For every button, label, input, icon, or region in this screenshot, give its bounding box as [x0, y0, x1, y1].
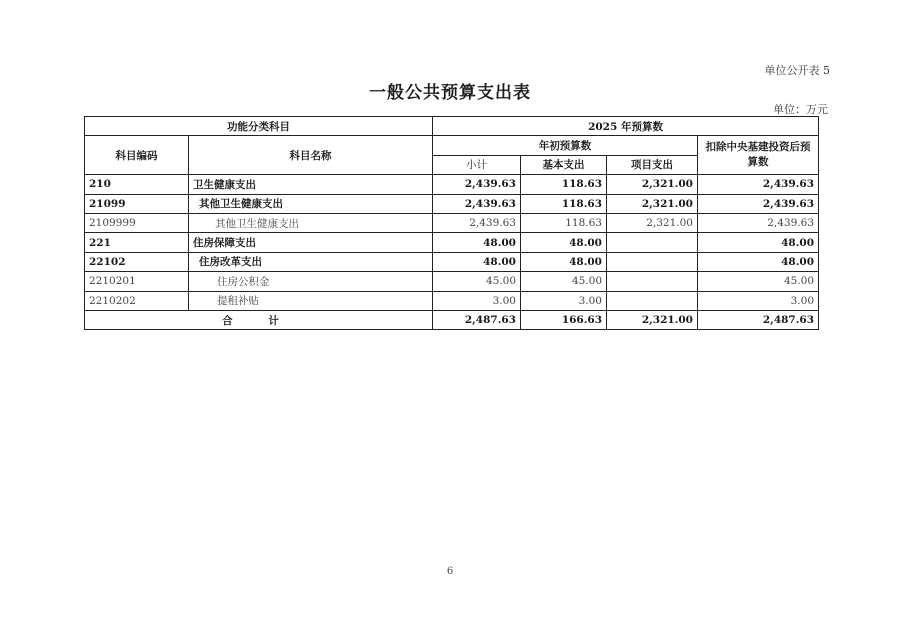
- row-subtotal: 48.00: [433, 252, 521, 271]
- row-adjusted: 2,439.63: [698, 194, 819, 213]
- unit-label: 单位：万元: [773, 103, 828, 116]
- row-name: 住房保障支出: [189, 233, 433, 252]
- table-row: [85, 233, 819, 252]
- table-row: [85, 252, 819, 271]
- total-basic: 166.63: [521, 310, 607, 329]
- header-initial-budget: 年初预算数: [433, 136, 698, 155]
- row-code: 21099: [85, 194, 189, 213]
- header-basic: 基本支出: [521, 155, 607, 174]
- row-basic: 118.63: [521, 175, 607, 194]
- row-name: 卫生健康支出: [189, 175, 433, 194]
- total-row: [85, 310, 819, 329]
- table-row: [85, 272, 819, 291]
- table-row: [85, 194, 819, 213]
- row-adjusted: 3.00: [698, 291, 819, 310]
- row-code: 2109999: [85, 213, 189, 232]
- row-adjusted: 2,439.63: [698, 213, 819, 232]
- row-project: 2,321.00: [607, 194, 698, 213]
- row-basic: 118.63: [521, 194, 607, 213]
- row-name: 提租补贴: [189, 291, 433, 310]
- row-basic: 118.63: [521, 213, 607, 232]
- total-label: 合 计: [85, 310, 433, 329]
- row-basic: 45.00: [521, 272, 607, 291]
- table-row: [85, 213, 819, 232]
- header-code: 科目编码: [85, 136, 189, 175]
- row-project: [607, 291, 698, 310]
- row-project: 2,321.00: [607, 175, 698, 194]
- row-project: [607, 233, 698, 252]
- budget-table: [84, 116, 819, 330]
- row-name: 住房公积金: [189, 272, 433, 291]
- row-basic: 48.00: [521, 233, 607, 252]
- row-code: 210: [85, 175, 189, 194]
- row-adjusted: 48.00: [698, 252, 819, 271]
- header-name: 科目名称: [189, 136, 433, 175]
- page-number: 6: [446, 566, 454, 577]
- row-subtotal: 2,439.63: [433, 175, 521, 194]
- row-basic: 48.00: [521, 252, 607, 271]
- row-code: 221: [85, 233, 189, 252]
- row-subtotal: 45.00: [433, 272, 521, 291]
- row-subtotal: 3.00: [433, 291, 521, 310]
- total-project: 2,321.00: [607, 310, 698, 329]
- row-code: 22102: [85, 252, 189, 271]
- row-name: 其他卫生健康支出: [189, 213, 433, 232]
- row-code: 2210202: [85, 291, 189, 310]
- total-subtotal: 2,487.63: [433, 310, 521, 329]
- table-row: [85, 291, 819, 310]
- row-name: 其他卫生健康支出: [189, 194, 433, 213]
- row-adjusted: 48.00: [698, 233, 819, 252]
- header-project: 项目支出: [607, 155, 698, 174]
- row-subtotal: 48.00: [433, 233, 521, 252]
- row-adjusted: 2,439.63: [698, 175, 819, 194]
- page-title: 一般公共预算支出表: [369, 83, 531, 103]
- row-subtotal: 2,439.63: [433, 194, 521, 213]
- row-project: 2,321.00: [607, 213, 698, 232]
- header-subtotal: 小计: [433, 155, 521, 174]
- header-functional-class: 功能分类科目: [85, 117, 433, 136]
- row-project: [607, 252, 698, 271]
- row-adjusted: 45.00: [698, 272, 819, 291]
- row-name: 住房改革支出: [189, 252, 433, 271]
- total-adjusted: 2,487.63: [698, 310, 819, 329]
- table-number: 单位公开表 5: [764, 64, 830, 77]
- row-project: [607, 272, 698, 291]
- row-code: 2210201: [85, 272, 189, 291]
- header-year-budget: 2025 年预算数: [433, 117, 819, 136]
- table-row: [85, 175, 819, 194]
- row-basic: 3.00: [521, 291, 607, 310]
- row-subtotal: 2,439.63: [433, 213, 521, 232]
- header-excluding-central: 扣除中央基建投资后预算数: [698, 136, 819, 175]
